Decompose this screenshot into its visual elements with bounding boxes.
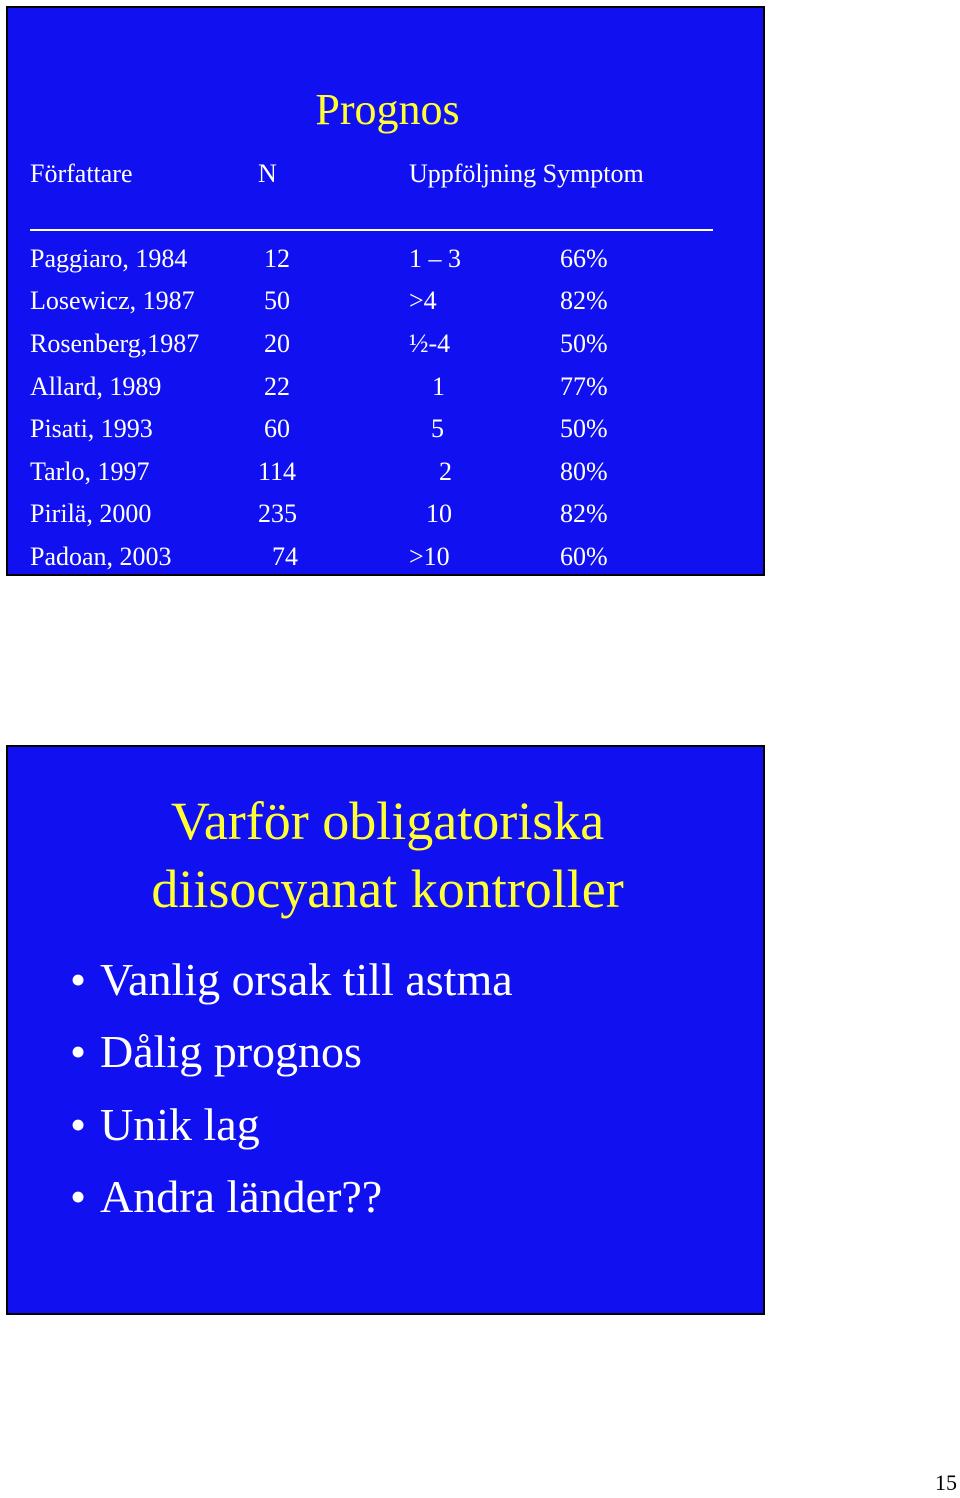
- n-cell: 22: [264, 372, 290, 401]
- followup-cell: 1 – 3: [409, 244, 461, 273]
- author-cell: Allard, 1989: [30, 372, 162, 401]
- symptom-cell: 80%: [560, 457, 608, 486]
- slide-prognos: [6, 6, 765, 576]
- bullet-text: Dålig prognos: [100, 1026, 362, 1077]
- author-cell: Rosenberg,1987: [30, 329, 200, 358]
- page-number: 15: [935, 1470, 957, 1495]
- header-divider: [30, 229, 713, 231]
- followup-cell: 2: [439, 457, 452, 486]
- author-cell: Pirilä, 2000: [30, 499, 152, 528]
- slide-title: [8, 787, 765, 923]
- symptom-cell: 82%: [560, 286, 608, 315]
- author-cell: Losewicz, 1987: [30, 286, 195, 315]
- followup-cell: 10: [426, 499, 452, 528]
- symptom-cell: 77%: [560, 372, 608, 401]
- bullet-icon: •: [70, 1099, 87, 1150]
- followup-cell: 1: [432, 372, 445, 401]
- followup-cell: ½-4: [409, 329, 451, 358]
- column-header-author: Författare: [30, 159, 133, 188]
- followup-cell: >4: [409, 286, 437, 315]
- bullet-icon: •: [70, 954, 87, 1005]
- slide-title: Prognos: [315, 85, 460, 134]
- bullet-text: Unik lag: [100, 1099, 260, 1150]
- bullet-text: Vanlig orsak till astma: [100, 954, 513, 1005]
- symptom-cell: 66%: [560, 244, 608, 273]
- title-line: Varför obligatoriska: [170, 791, 605, 851]
- column-header-followup-symptom: Uppföljning Symptom: [409, 159, 644, 188]
- followup-cell: >10: [409, 542, 450, 571]
- author-cell: Padoan, 2003: [30, 542, 172, 571]
- n-cell: 12: [264, 244, 290, 273]
- symptom-cell: 82%: [560, 499, 608, 528]
- column-header-n: N: [258, 159, 277, 188]
- symptom-cell: 50%: [560, 329, 608, 358]
- slide-mandatory-controls: [6, 745, 765, 1315]
- n-cell: 235: [258, 499, 297, 528]
- n-cell: 114: [258, 457, 297, 486]
- bullet-item: [70, 1171, 383, 1222]
- symptom-cell: 50%: [560, 414, 608, 443]
- n-cell: 20: [264, 329, 290, 358]
- n-cell: 74: [272, 542, 298, 571]
- author-cell: Paggiaro, 1984: [30, 244, 188, 273]
- symptom-cell: 60%: [560, 542, 608, 571]
- bullet-item: [70, 1026, 362, 1077]
- n-cell: 60: [264, 414, 290, 443]
- bullet-icon: •: [70, 1171, 87, 1222]
- author-cell: Pisati, 1993: [30, 414, 153, 443]
- title-line: diisocyanat kontroller: [151, 859, 624, 919]
- followup-cell: 5: [431, 414, 444, 443]
- author-cell: Tarlo, 1997: [30, 457, 150, 486]
- n-cell: 50: [264, 286, 290, 315]
- bullet-item: [70, 1099, 260, 1150]
- bullet-item: [70, 954, 513, 1005]
- bullet-icon: •: [70, 1026, 87, 1077]
- bullet-text: Andra länder??: [100, 1171, 383, 1222]
